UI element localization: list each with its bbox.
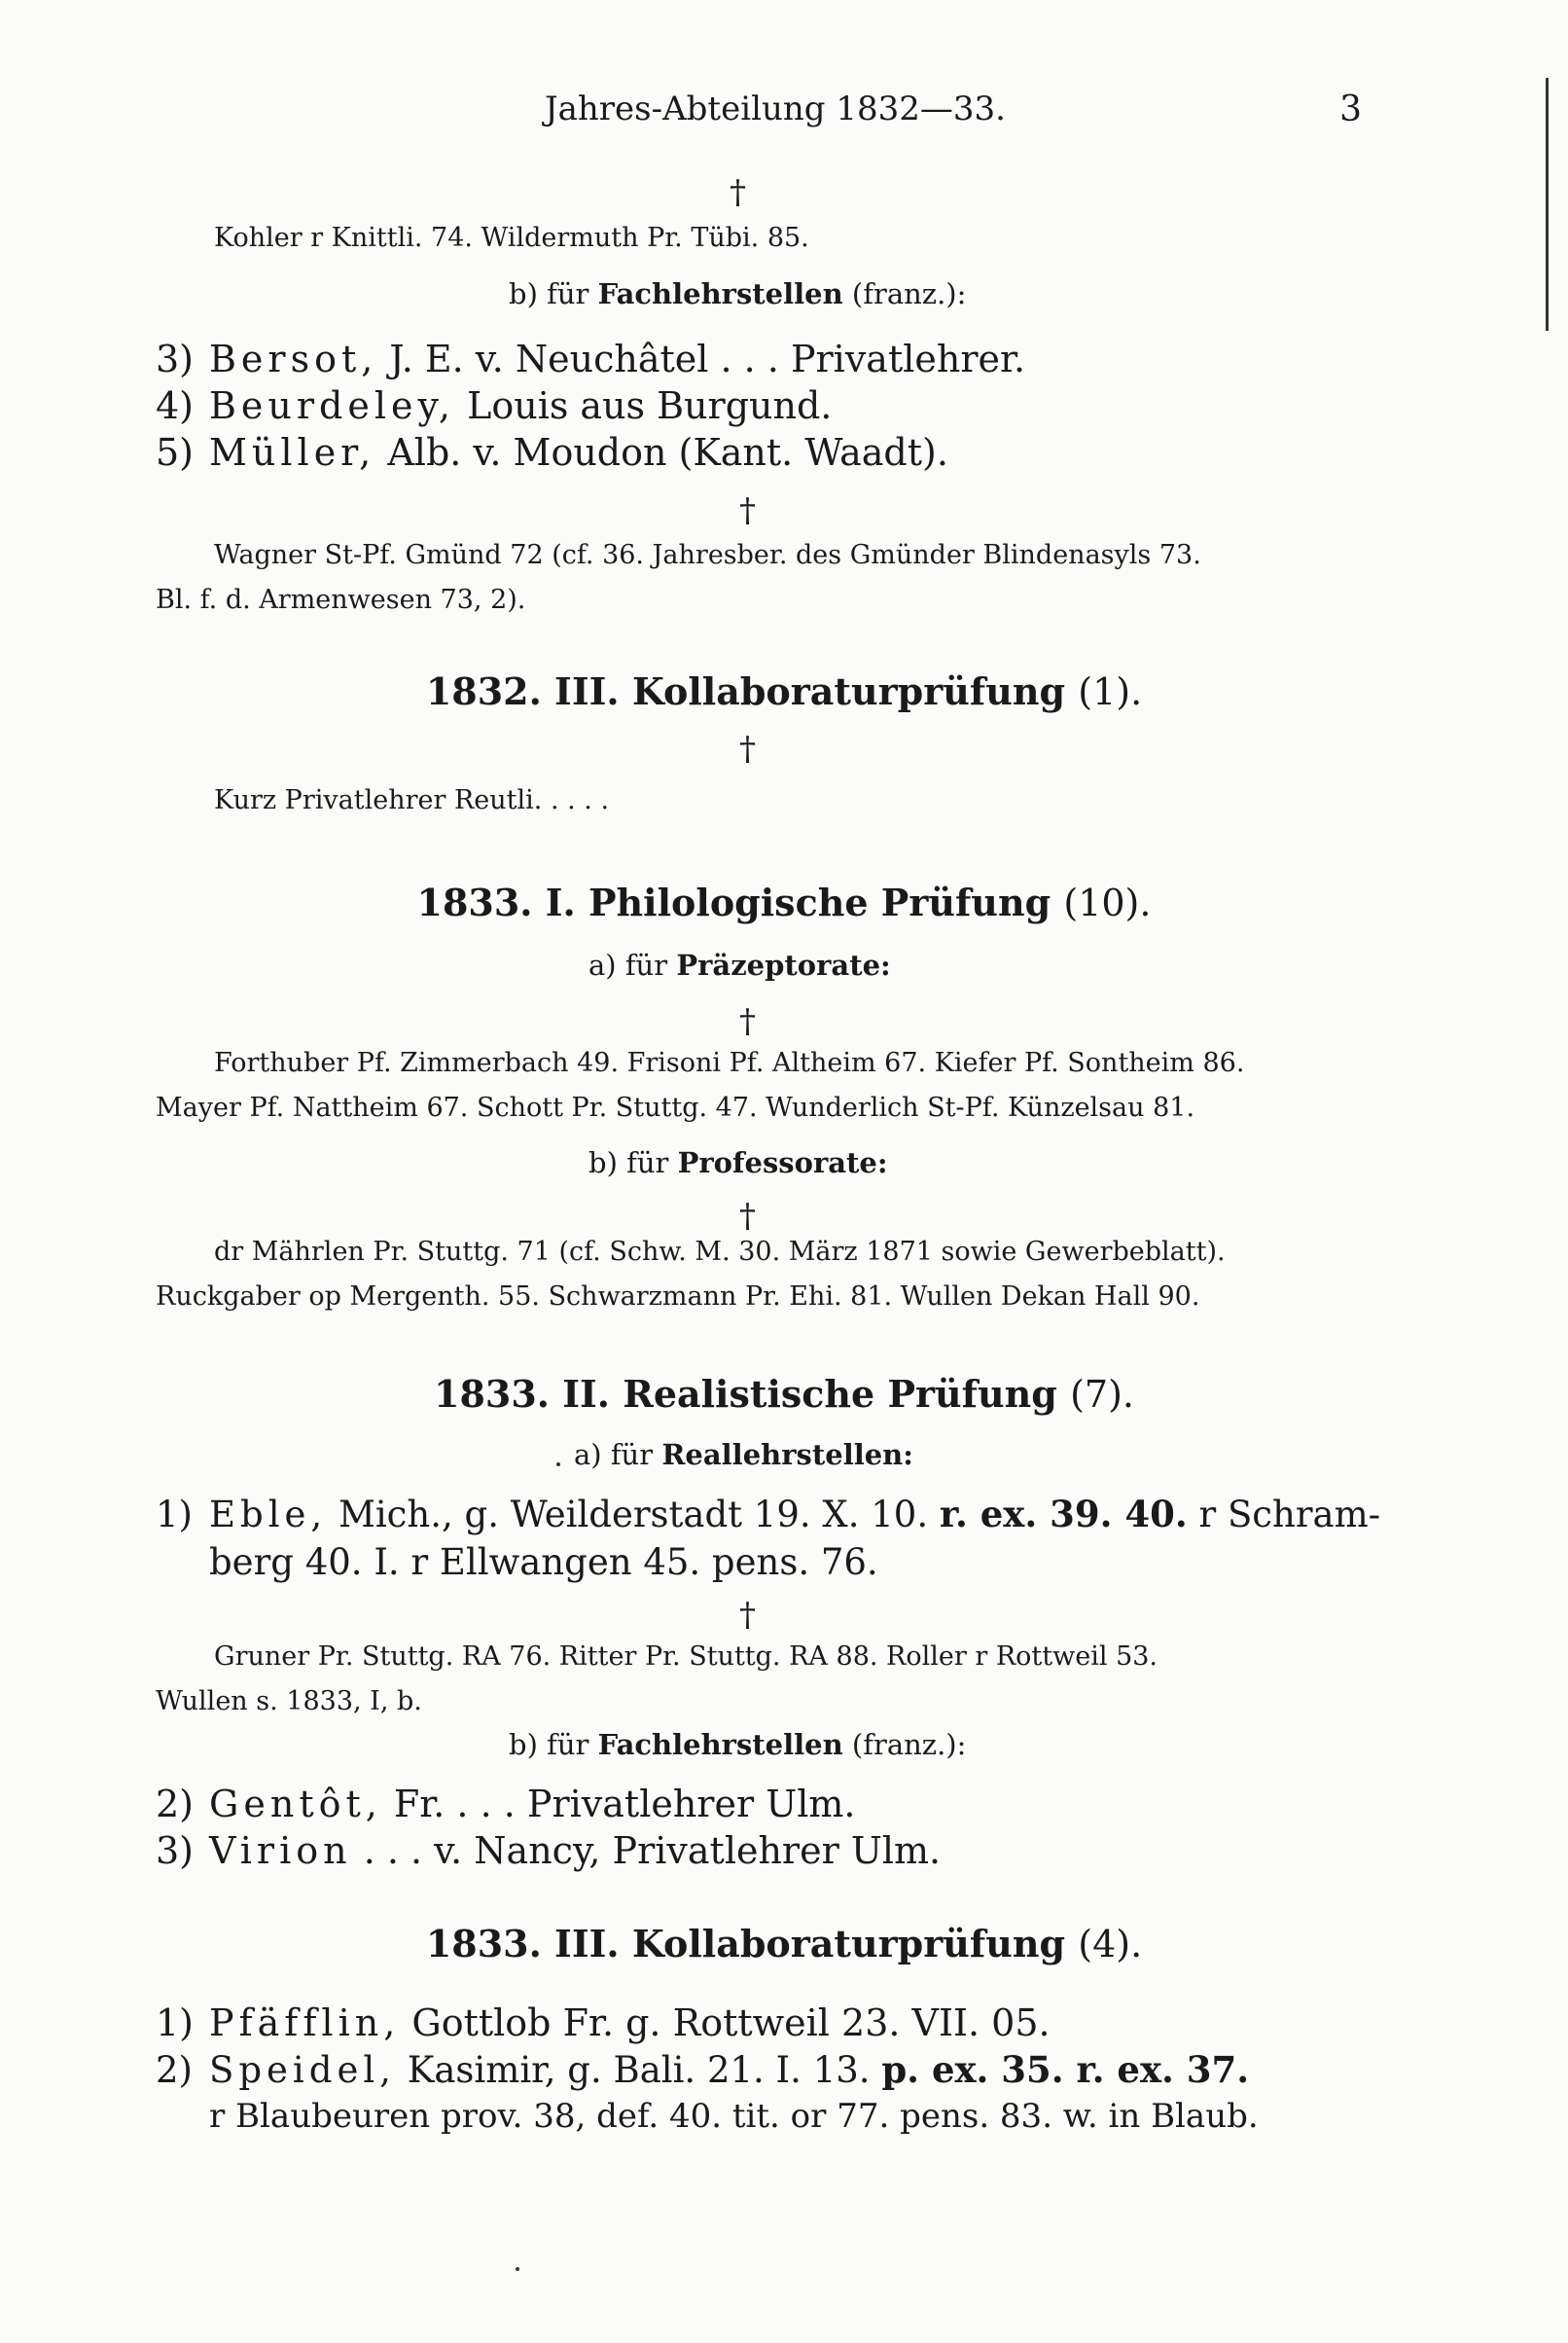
sub-suffix: (franz.): (851, 1728, 967, 1761)
list-item (156, 1491, 1380, 1538)
item-text: Gottlob Fr. g. Rottweil 23. VII. 05. (411, 2001, 1051, 2044)
running-title: Jahres-Abteilung 1832—33. (545, 90, 1006, 128)
item-text: Mich., g. Weilderstadt 19. X. 10. (338, 1494, 929, 1535)
sub-suffix: (franz.): (851, 277, 967, 310)
item-bold: p. ex. 35. r. ex. 37. (881, 2048, 1250, 2091)
sub-prefix: b) für (509, 1728, 589, 1761)
dagger-mark: † (739, 730, 756, 769)
item-bold: r. ex. 39. 40. (939, 1493, 1188, 1535)
deceased-line: dr Mährlen Pr. Stuttg. 71 (cf. Schw. M. 30. März 1871 sowie Gewerbeblatt). (214, 1237, 1226, 1267)
item-number: 1) (156, 1494, 193, 1535)
item-text: J. E. v. Neuchâtel . . . Privatlehrer. (389, 338, 1026, 380)
deceased-line: Wullen s. 1833, I, b. (156, 1686, 422, 1716)
item-number: 3) (156, 338, 195, 380)
deceased-line: Ruckgaber op Mergenth. 55. Schwarzmann Pr. Ehi. 81. Wullen Dekan Hall 90. (156, 1281, 1200, 1312)
list-item (156, 1781, 856, 1827)
heading-text: 1833. I. Philologische Prüfung (416, 881, 1051, 924)
list-item (156, 382, 832, 429)
note-line: Bl. f. d. Armenwesen 73, 2). (156, 585, 526, 615)
item-name: Gentôt, (209, 1783, 382, 1825)
item-name: Pfäfflin, (209, 2001, 401, 2044)
sub-prefix: b) für (588, 1146, 669, 1179)
ink-speck (556, 1462, 560, 1466)
list-item (156, 336, 1025, 382)
item-name: Eble, (209, 1494, 328, 1535)
item-name: Müller, (209, 431, 376, 474)
item-text: . . . v. Nancy, Privatlehrer Ulm. (363, 1829, 942, 1872)
section-heading (0, 1922, 1568, 1965)
item-text: Kasimir, g. Bali. 21. I. 13. (407, 2049, 871, 2091)
item-name: Bersot, (209, 338, 378, 380)
sub-bold: Fachlehrstellen (597, 1728, 843, 1761)
item-text: r Schram- (1198, 1494, 1381, 1535)
dagger-mark: † (739, 491, 756, 530)
deceased-line: Kohler r Knittli. 74. Wildermuth Pr. Tübi. 85. (214, 223, 809, 253)
subheading-fachlehrstellen (509, 277, 966, 310)
item-number: 3) (156, 1829, 195, 1872)
heading-count: (7). (1070, 1373, 1134, 1416)
subheading-fachlehrstellen (509, 1728, 966, 1761)
page-header (146, 90, 1362, 138)
deceased-line: Mayer Pf. Nattheim 67. Schott Pr. Stuttg. 47. Wunderlich St-Pf. Künzelsau 81. (156, 1093, 1195, 1123)
item-name: Virion (209, 1829, 352, 1872)
item-text: Louis aus Burgund. (467, 384, 833, 427)
dagger-mark: † (739, 1596, 756, 1635)
dagger-mark: † (739, 1002, 756, 1041)
sub-prefix: a) für (574, 1438, 654, 1471)
deceased-line: Kurz Privatlehrer Reutli. . . . . (214, 785, 610, 815)
subheading-reallehrstellen (574, 1438, 913, 1471)
list-item-continuation: berg 40. I. r Ellwangen 45. pens. 76. (209, 1541, 878, 1583)
margin-mark (1546, 78, 1549, 331)
list-item-continuation: r Blaubeuren prov. 38, def. 40. tit. or 77. pens. 83. w. in Blaub. (209, 2097, 1259, 2136)
section-heading (0, 669, 1568, 713)
deceased-line: Forthuber Pf. Zimmerbach 49. Frisoni Pf. Altheim 67. Kiefer Pf. Sontheim 86. (214, 1048, 1245, 1078)
item-number: 4) (156, 384, 195, 427)
sub-bold: Fachlehrstellen (597, 277, 843, 310)
list-item (156, 429, 948, 476)
dagger-mark: † (730, 173, 746, 212)
subheading-professorate (588, 1146, 888, 1179)
sub-bold: Professorate: (677, 1146, 888, 1179)
item-number: 5) (156, 431, 195, 474)
heading-count: (4). (1078, 1923, 1143, 1965)
note-line: Wagner St-Pf. Gmünd 72 (cf. 36. Jahresber. des Gmünder Blindenasyls 73. (214, 540, 1201, 570)
heading-text: 1833. II. Realistische Prüfung (434, 1372, 1057, 1416)
item-number: 1) (156, 2001, 195, 2044)
item-text: Fr. . . . Privatlehrer Ulm. (393, 1783, 856, 1825)
subheading-praezeptorate (588, 949, 891, 982)
list-item (156, 2046, 1249, 2094)
section-heading (0, 881, 1568, 924)
item-name: Beurdeley, (209, 384, 456, 427)
heading-text: 1833. III. Kollaboraturprüfung (425, 1922, 1066, 1965)
item-number: 2) (156, 1783, 195, 1825)
list-item (156, 1827, 941, 1874)
deceased-line: Gruner Pr. Stuttg. RA 76. Ritter Pr. Stuttg. RA 88. Roller r Rottweil 53. (214, 1641, 1158, 1672)
dagger-mark: † (739, 1197, 756, 1236)
item-text: Alb. v. Moudon (Kant. Waadt). (387, 431, 948, 474)
page-number: 3 (1339, 90, 1362, 129)
heading-count: (1). (1078, 670, 1143, 713)
sub-prefix: a) für (588, 949, 668, 982)
item-name: Speidel, (209, 2049, 396, 2091)
section-heading (0, 1372, 1568, 1416)
sub-bold: Reallehrstellen: (661, 1438, 913, 1471)
sub-bold: Präzeptorate: (676, 949, 891, 982)
sub-prefix: b) für (509, 277, 589, 310)
ink-speck (516, 2267, 519, 2271)
heading-text: 1832. III. Kollaboraturprüfung (425, 669, 1066, 713)
list-item (156, 2000, 1051, 2046)
heading-count: (10). (1063, 882, 1152, 924)
item-number: 2) (156, 2049, 193, 2091)
